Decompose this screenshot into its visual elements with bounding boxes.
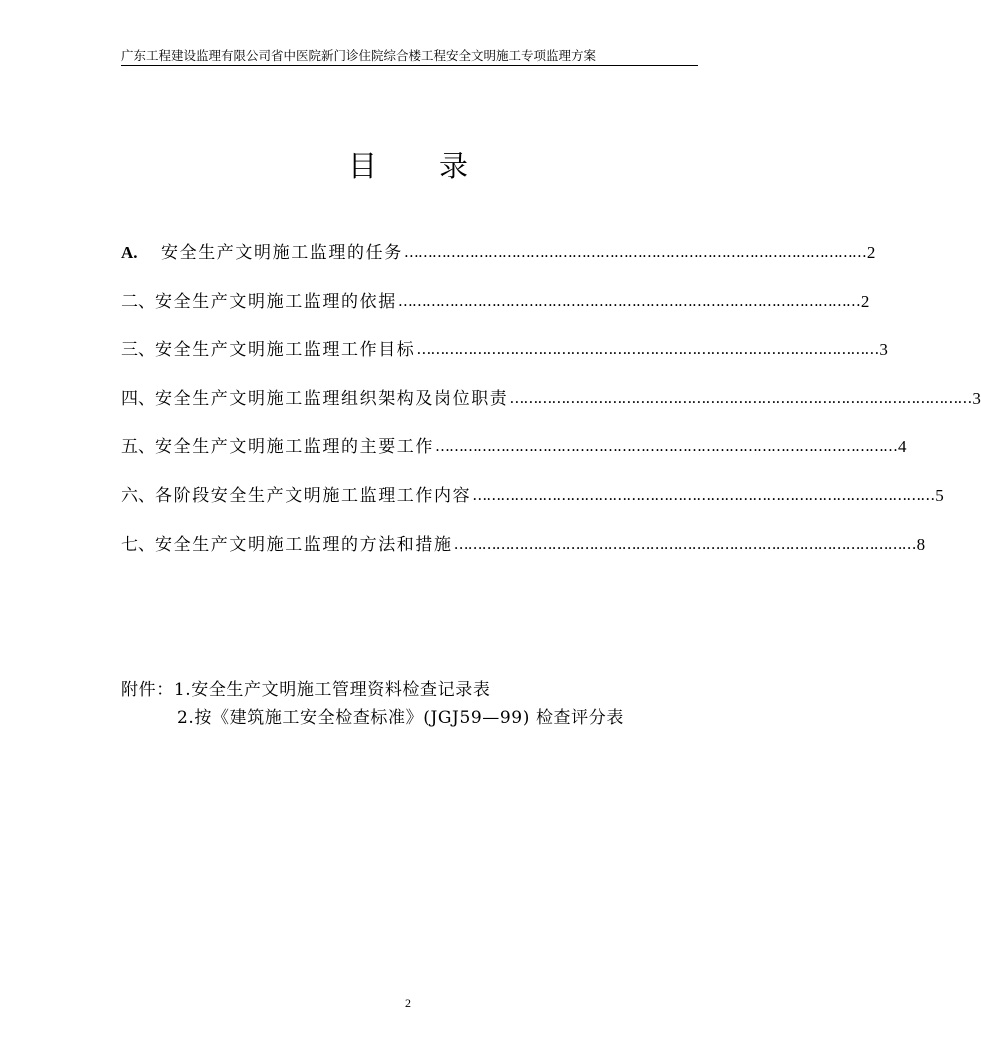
table-of-contents [121, 238, 981, 578]
dot-leader: ……………………………………………………………………………………… [397, 291, 860, 310]
attachment-item-2: 2.按《建筑施工安全检查标准》(JGJ59—99) 检查评分表 [177, 708, 624, 728]
toc-entry-7[interactable] [121, 530, 926, 579]
toc-entry-number: 五、 [121, 437, 155, 458]
attachments-section [121, 676, 624, 732]
toc-entry-page: 5 [935, 485, 944, 505]
toc-entry-text: 安全生产文明施工监理工作目标 [155, 340, 416, 361]
dot-leader: ……………………………………………………………………………………… [403, 243, 866, 261]
toc-entry-number: 七、 [121, 534, 155, 555]
attachment-row-1 [121, 676, 624, 704]
toc-entry-page: 3 [879, 340, 888, 360]
toc-entry-number: A. [121, 243, 138, 262]
toc-entry-text: 安全生产文明施工监理的方法和措施 [155, 534, 453, 555]
toc-entry-6[interactable] [121, 481, 944, 530]
toc-entry-page: 2 [860, 291, 870, 311]
toc-entry-3[interactable] [121, 335, 888, 384]
toc-entry-number: 六、 [121, 485, 155, 506]
title-char-2: 录 [439, 149, 469, 183]
toc-entry-page: 2 [866, 243, 876, 262]
toc-entry-page: 8 [916, 534, 926, 554]
dot-leader: ……………………………………………………………………………………… [435, 437, 897, 456]
toc-entry-text: 安全生产文明施工监理的依据 [155, 291, 397, 312]
toc-entry-text: 安全生产文明施工监理组织架构及岗位职责 [155, 388, 509, 409]
title-char-1: 目 [347, 149, 377, 183]
toc-entry-4[interactable] [121, 384, 981, 433]
toc-entry-1[interactable] [121, 238, 876, 287]
toc-entry-number: 四、 [121, 388, 155, 409]
page-header: 广东工程建设监理有限公司省中医院新门诊住院综合楼工程安全文明施工专项监理方案 [121, 47, 698, 66]
toc-entry-page: 3 [972, 388, 981, 408]
page-number: 2 [405, 996, 411, 1010]
toc-entry-number: 二、 [121, 291, 155, 312]
dot-leader: ……………………………………………………………………………………… [472, 485, 935, 504]
attachment-item-1: 1.安全生产文明施工管理资料检查记录表 [173, 680, 491, 700]
toc-entry-text: 安全生产文明施工监理的任务 [161, 243, 403, 263]
page-title [0, 148, 816, 184]
toc-entry-text: 各阶段安全生产文明施工监理工作内容 [155, 485, 472, 506]
toc-entry-number: 三、 [121, 340, 155, 361]
toc-entry-page: 4 [898, 437, 907, 457]
dot-leader: ……………………………………………………………………………………… [416, 340, 879, 359]
toc-entry-2[interactable] [121, 287, 870, 336]
toc-entry-text: 安全生产文明施工监理的主要工作 [155, 437, 434, 458]
dot-leader: ……………………………………………………………………………………… [453, 534, 916, 553]
dot-leader: ……………………………………………………………………………………… [509, 388, 972, 407]
attachments-label: 附件： [121, 680, 174, 700]
toc-entry-5[interactable] [121, 432, 907, 481]
